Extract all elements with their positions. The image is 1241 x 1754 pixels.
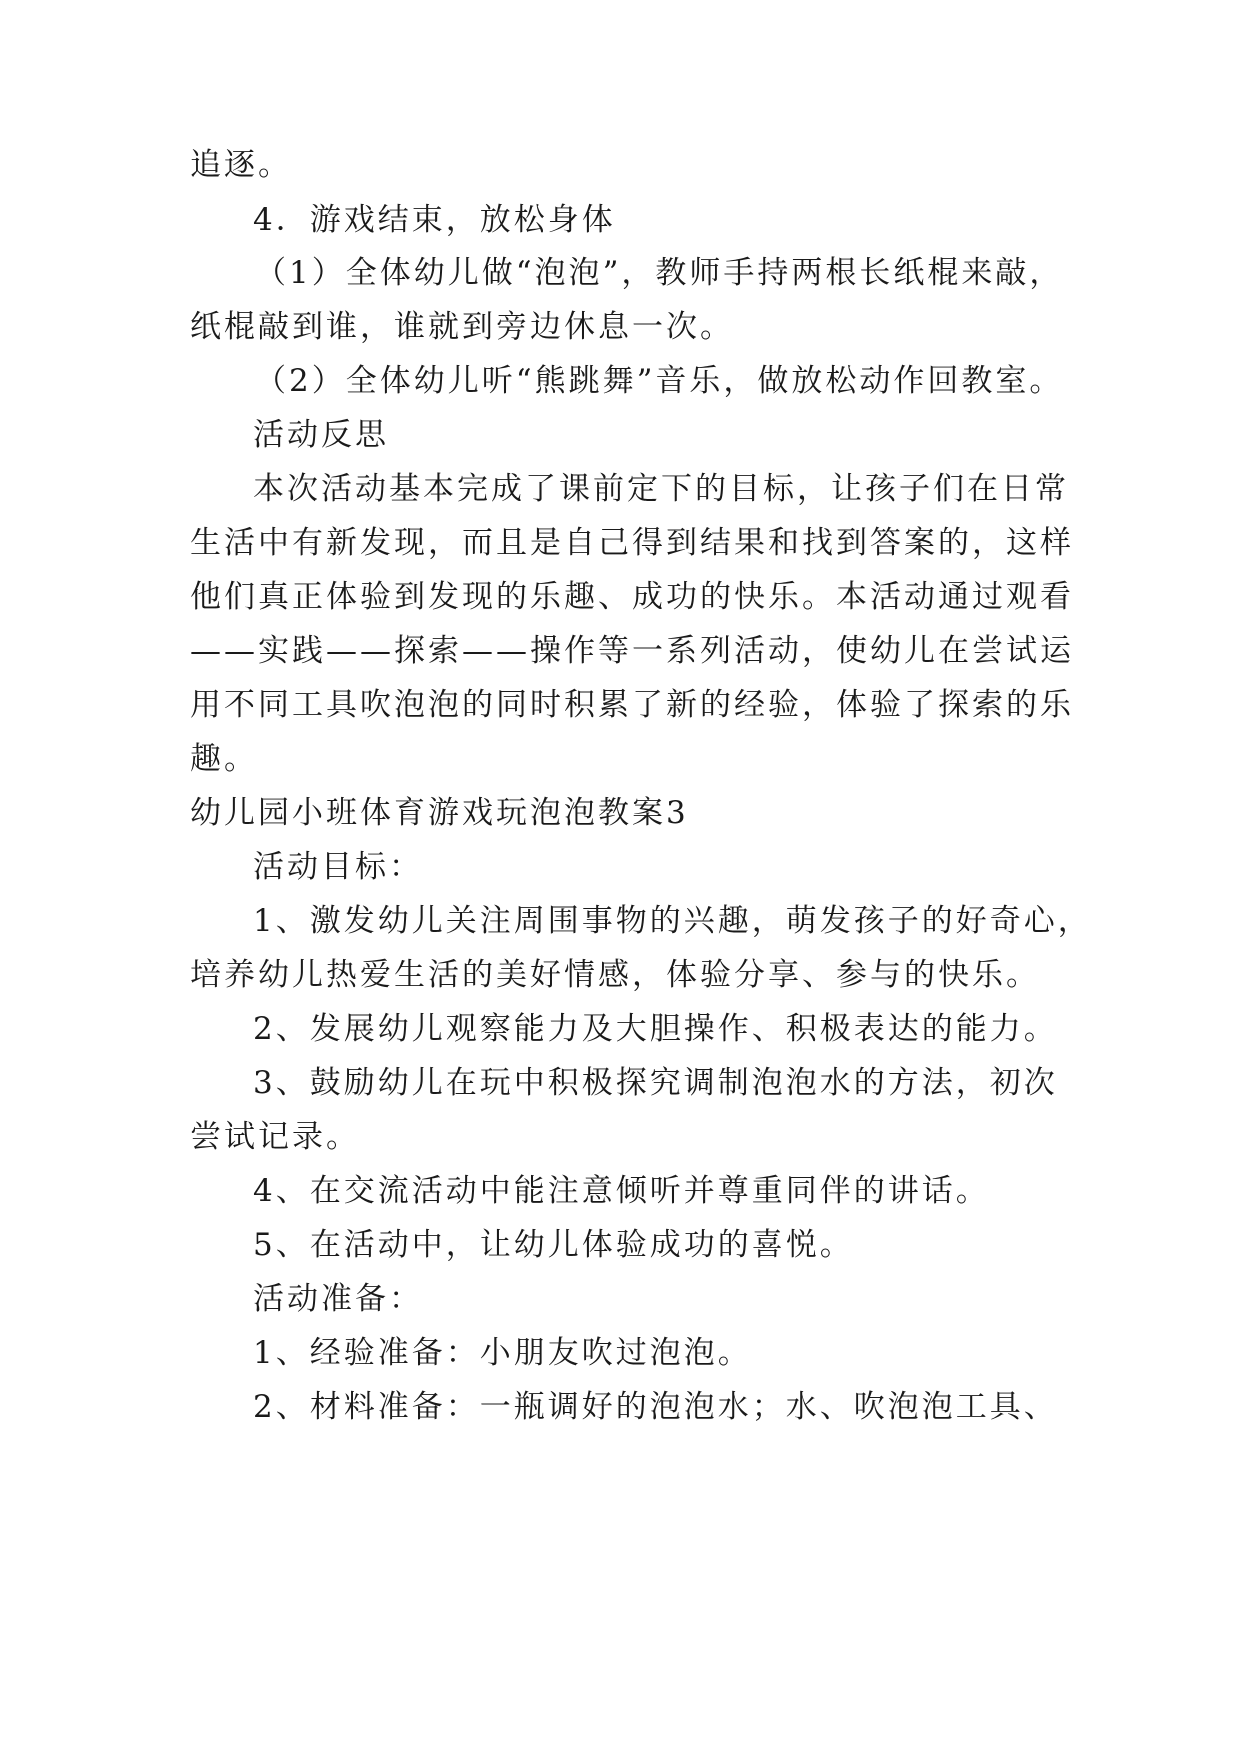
text-line: （1）全体幼儿做“泡泡”，教师手持两根长纸棍来敲， xyxy=(255,255,1064,291)
text-line: 纸棍敲到谁，谁就到旁边休息一次。 xyxy=(190,309,734,345)
text-line: 用不同工具吹泡泡的同时积累了新的经验，体验了探索的乐 xyxy=(190,687,1074,723)
text-line: 追逐。 xyxy=(190,147,292,183)
text-line: 趣。 xyxy=(190,741,258,777)
text-line: 生活中有新发现，而且是自己得到结果和找到答案的，这样 xyxy=(190,525,1074,561)
section-heading: 活动反思 xyxy=(253,417,389,453)
text-line: 培养幼儿热爱生活的美好情感，体验分享、参与的快乐。 xyxy=(190,957,1040,993)
text-line: 他们真正体验到发现的乐趣、成功的快乐。本活动通过观看 xyxy=(190,579,1074,615)
section-heading: 活动准备： xyxy=(253,1281,423,1317)
text-line: 5、在活动中，让幼儿体验成功的喜悦。 xyxy=(253,1227,854,1263)
text-line: 本次活动基本完成了课前定下的目标，让孩子们在日常 xyxy=(253,471,1069,507)
text-line: 尝试记录。 xyxy=(190,1119,360,1155)
text-line: ——实践——探索——操作等一系列活动，使幼儿在尝试运 xyxy=(190,633,1074,669)
text-line: （2）全体幼儿听“熊跳舞”音乐，做放松动作回教室。 xyxy=(255,363,1064,399)
text-line: 1、激发幼儿关注周围事物的兴趣，萌发孩子的好奇心， xyxy=(253,903,1092,939)
section-heading: 活动目标： xyxy=(253,849,423,885)
text-line: 2、材料准备：一瓶调好的泡泡水；水、吹泡泡工具、 xyxy=(253,1389,1058,1425)
section-heading: 4．游戏结束，放松身体 xyxy=(253,202,616,238)
text-line: 4、在交流活动中能注意倾听并尊重同伴的讲话。 xyxy=(253,1173,990,1209)
text-line: 3、鼓励幼儿在玩中积极探究调制泡泡水的方法，初次 xyxy=(253,1065,1058,1101)
text-line: 1、经验准备：小朋友吹过泡泡。 xyxy=(253,1335,752,1371)
text-line: 2、发展幼儿观察能力及大胆操作、积极表达的能力。 xyxy=(253,1011,1058,1047)
document-title: 幼儿园小班体育游戏玩泡泡教案3 xyxy=(190,795,689,831)
